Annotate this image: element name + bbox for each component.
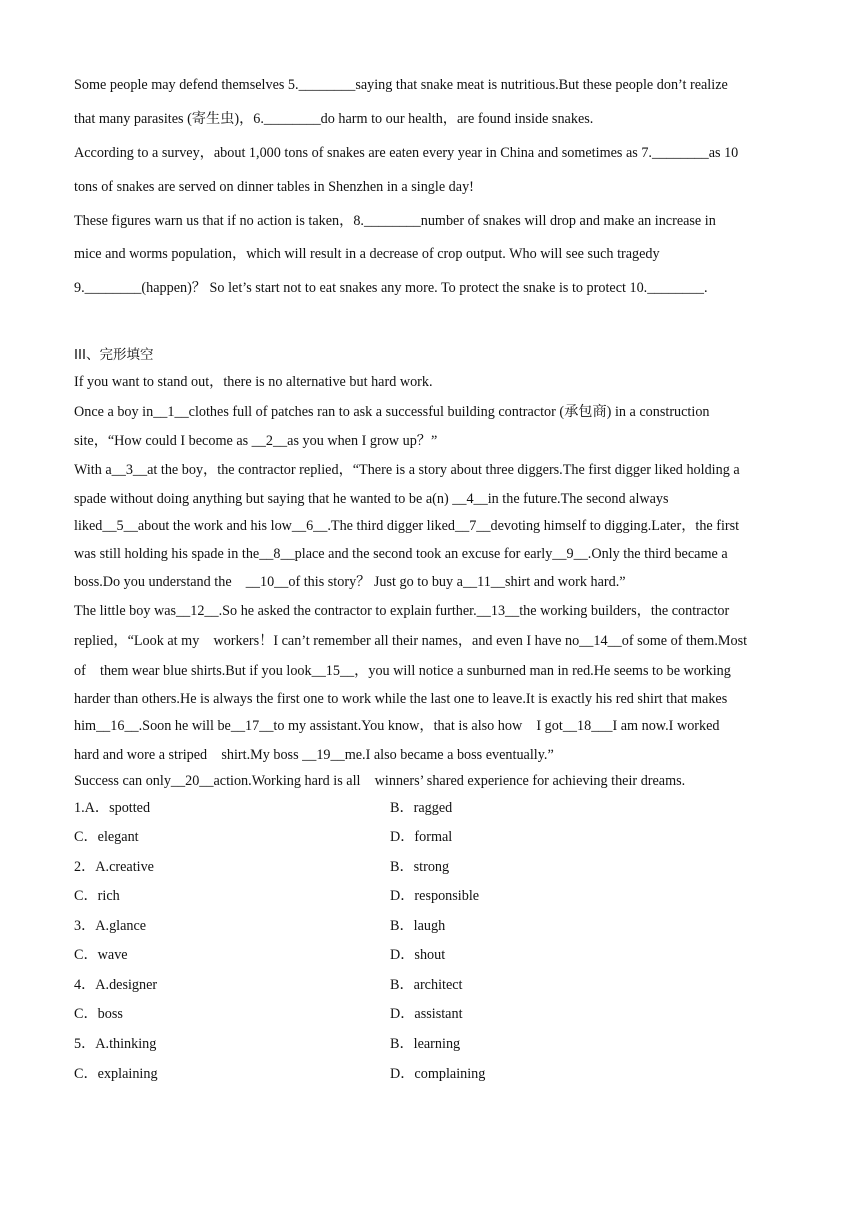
option-c: C．elegant: [74, 829, 139, 845]
passage-line: According to a survey，about 1,000 tons of snakes are eaten every year in China and sometimes as 7.________as 10: [74, 145, 739, 161]
option-b: B．architect: [390, 977, 463, 993]
cloze-line: of them wear blue shirts.But if you look__15__，you will notice a sunburned man in red.He seems to be working: [74, 663, 731, 679]
option-b: B．learning: [390, 1036, 461, 1052]
option-c: C．boss: [74, 1006, 123, 1022]
option-c: C．rich: [74, 888, 120, 904]
option-a: 3．A.glance: [74, 918, 147, 934]
option-b: B．strong: [390, 859, 450, 875]
cloze-line: was still holding his spade in the__8__place and the second took an excuse for early__9__.Only the third became a: [74, 546, 728, 562]
option-b: B．laugh: [390, 918, 446, 934]
option-a: 4．A.designer: [74, 977, 158, 993]
option-d: D．responsible: [390, 888, 480, 904]
cloze-line: The little boy was__12__.So he asked the contractor to explain further.__13__the working builders，the contractor: [74, 603, 730, 619]
cloze-line: replied，“Look at my workers！I can’t remember all their names，and even I have no__14__of some of them.Most: [74, 633, 748, 649]
passage-line: 9.________(happen)？ So let’s start not to eat snakes any more. To protect the snake is to protect 10.________.: [74, 280, 708, 296]
option-a: 5．A.thinking: [74, 1036, 157, 1052]
cloze-line: spade without doing anything but saying that he wanted to be a(n) __4__in the future.The second always: [74, 491, 669, 507]
cloze-line: If you want to stand out，there is no alternative but hard work.: [74, 374, 433, 390]
option-d: D．formal: [390, 829, 453, 845]
cloze-line: him__16__.Soon he will be__17__to my assistant.You know，that is also how I got__18___I am now.I worked: [74, 718, 720, 734]
cloze-line: harder than others.He is always the first one to work while the last one to leave.It is exactly his red shirt that makes: [74, 691, 728, 707]
option-c: C．explaining: [74, 1066, 158, 1082]
option-d: D．assistant: [390, 1006, 463, 1022]
option-c: C．wave: [74, 947, 128, 963]
passage-line: mice and worms population，which will result in a decrease of crop output. Who will see such tragedy: [74, 246, 660, 262]
cloze-line: liked__5__about the work and his low__6__.The third digger liked__7__devoting himself to digging.Later，the first: [74, 518, 740, 534]
passage-line: These figures warn us that if no action is taken，8.________number of snakes will drop and make an increase in: [74, 213, 716, 229]
passage-line: Some people may defend themselves 5.________saying that snake meat is nutritious.But these people don’t realize: [74, 77, 728, 93]
cloze-line: site，“How could I become as __2__as you when I grow up？”: [74, 433, 438, 449]
cloze-line: hard and wore a striped shirt.My boss __19__me.I also became a boss eventually.”: [74, 747, 554, 763]
section-heading: III、完形填空: [74, 347, 154, 363]
passage-line: that many parasites (寄生虫)，6.________do harm to our health，are found inside snakes.: [74, 111, 594, 127]
cloze-line: With a__3__at the boy，the contractor replied，“There is a story about three diggers.The first digger liked holding a: [74, 462, 740, 478]
cloze-line: boss.Do you understand the __10__of this story？ Just go to buy a__11__shirt and work hard.”: [74, 574, 626, 590]
option-b: B．ragged: [390, 800, 453, 816]
cloze-line: Once a boy in__1__clothes full of patches ran to ask a successful building contractor (承包商) in a construction: [74, 404, 710, 420]
option-a: 2．A.creative: [74, 859, 154, 875]
option-a: 1.A．spotted: [74, 800, 151, 816]
passage-line: tons of snakes are served on dinner tables in Shenzhen in a single day!: [74, 179, 474, 195]
cloze-line: Success can only__20__action.Working hard is all winners’ shared experience for achieving their dreams.: [74, 773, 686, 789]
option-d: D．shout: [390, 947, 446, 963]
option-d: D．complaining: [390, 1066, 486, 1082]
